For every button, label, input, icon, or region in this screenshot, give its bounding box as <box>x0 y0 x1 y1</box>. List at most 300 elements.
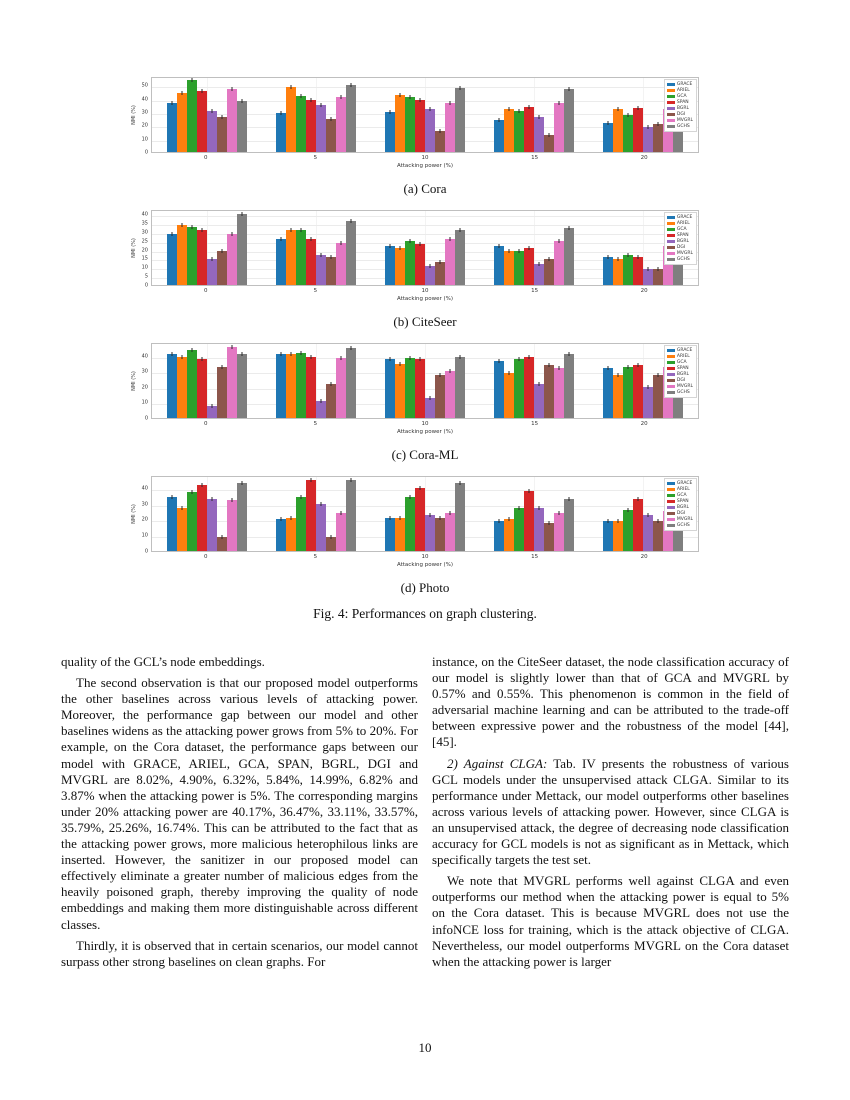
legend-swatch-bgrl <box>667 107 675 110</box>
legend-swatch-span <box>667 101 675 104</box>
bar-span-20 <box>633 499 643 551</box>
bar-gchs-15 <box>564 499 574 551</box>
bar-ariel-5 <box>286 87 296 152</box>
bar-group-15 <box>480 78 589 152</box>
bar-gchs-15 <box>564 354 574 418</box>
bar-gchs-10 <box>455 357 465 418</box>
error-bar <box>519 249 520 253</box>
bar-gca-0 <box>187 492 197 551</box>
error-bar <box>618 373 619 377</box>
chart-legend <box>664 79 697 132</box>
bar-group-5 <box>261 344 370 418</box>
error-bar <box>231 498 232 502</box>
legend-swatch-gca <box>667 494 675 497</box>
error-bar <box>430 396 431 400</box>
bar-bgrl-15 <box>534 384 544 418</box>
x-tick-label: 20 <box>640 155 648 161</box>
bar-bgrl-10 <box>425 109 435 152</box>
bar-bgrl-0 <box>207 259 217 286</box>
chart-citeseer <box>129 207 721 307</box>
error-bar <box>638 497 639 501</box>
error-bar <box>549 133 550 137</box>
error-bar <box>628 253 629 257</box>
figure-panel-d <box>0 473 850 596</box>
error-bar <box>171 101 172 105</box>
legend-item-bgrl <box>667 372 693 377</box>
bar-dgi-10 <box>435 262 445 285</box>
plot-area <box>151 476 699 552</box>
error-bar <box>539 382 540 386</box>
bar-group-0 <box>152 78 261 152</box>
error-bar <box>231 232 232 236</box>
x-tick-label: 5 <box>313 288 318 294</box>
x-tick-label: 5 <box>313 554 318 560</box>
error-bar <box>390 357 391 361</box>
bar-ariel-15 <box>504 519 514 551</box>
legend-item-dgi <box>667 378 693 383</box>
error-bar <box>201 483 202 487</box>
bar-dgi-20 <box>653 375 663 418</box>
error-bar <box>539 506 540 510</box>
error-bar <box>350 478 351 482</box>
bar-ariel-15 <box>504 109 514 152</box>
error-bar <box>241 352 242 356</box>
bar-gca-5 <box>296 497 306 551</box>
y-tick-label: 20 <box>141 247 148 254</box>
error-bar <box>300 495 301 499</box>
legend-label-dgi: DGI <box>676 112 686 117</box>
error-bar <box>231 87 232 91</box>
error-bar <box>191 225 192 229</box>
y-tick-label: 10 <box>141 532 148 539</box>
bar-span-0 <box>197 91 207 152</box>
bar-gchs-5 <box>346 85 356 152</box>
legend-swatch-bgrl <box>667 506 675 509</box>
legend-swatch-ariel <box>667 222 675 225</box>
bar-bgrl-0 <box>207 499 217 551</box>
paragraph: Thirdly, it is observed that in certain scenarios, our model cannot surpass other strong baselines on clean graphs. For <box>61 937 418 969</box>
bar-bgrl-0 <box>207 111 217 152</box>
legend-label-gchs: GCHS <box>676 390 690 395</box>
error-bar <box>280 237 281 241</box>
y-tick-label: 40 <box>141 211 148 218</box>
bar-grace-5 <box>276 113 286 152</box>
error-bar <box>638 363 639 367</box>
legend-label-bgrl: BGRL <box>676 239 690 244</box>
bar-bgrl-20 <box>643 127 653 152</box>
bar-group-10 <box>370 78 479 152</box>
legend-swatch-grace <box>667 83 675 86</box>
legend-label-gca: GCA <box>676 94 687 99</box>
error-bar <box>638 106 639 110</box>
bar-dgi-0 <box>217 251 227 285</box>
subcaption-b: (b) CiteSeer <box>393 314 457 329</box>
bar-span-20 <box>633 365 643 418</box>
error-bar <box>450 237 451 241</box>
legend-label-grace: GRACE <box>676 82 693 87</box>
error-bar <box>300 228 301 232</box>
error-bar <box>340 241 341 245</box>
legend-item-ariel <box>667 487 693 492</box>
bar-dgi-10 <box>435 131 445 152</box>
error-bar <box>410 356 411 360</box>
bar-mvgrl-5 <box>336 243 346 285</box>
error-bar <box>340 356 341 360</box>
legend-item-mvgrl <box>667 517 693 522</box>
bar-group-5 <box>261 211 370 285</box>
error-bar <box>539 115 540 119</box>
error-bar <box>280 517 281 521</box>
error-bar <box>430 107 431 111</box>
bar-grace-5 <box>276 354 286 418</box>
bar-bgrl-5 <box>316 401 326 418</box>
error-bar <box>569 352 570 356</box>
bar-gca-10 <box>405 241 415 285</box>
legend-label-ariel: ARIEL <box>676 221 690 226</box>
error-bar <box>559 366 560 370</box>
error-bar <box>509 249 510 253</box>
bar-grace-5 <box>276 239 286 285</box>
bar-gchs-0 <box>237 483 247 551</box>
legend-label-mvgrl: MVGRL <box>676 517 693 522</box>
y-tick-label: 30 <box>141 229 148 236</box>
error-bar <box>529 246 530 250</box>
error-bar <box>330 382 331 386</box>
bar-grace-10 <box>385 518 395 551</box>
bar-bgrl-10 <box>425 266 435 285</box>
legend-label-bgrl: BGRL <box>676 106 690 111</box>
legend-label-ariel: ARIEL <box>676 354 690 359</box>
bar-mvgrl-5 <box>336 513 346 551</box>
y-tick-label: 20 <box>141 122 148 129</box>
error-bar <box>181 506 182 510</box>
legend-item-gchs <box>667 124 693 129</box>
error-bar <box>648 513 649 517</box>
bar-span-0 <box>197 359 207 418</box>
x-tick-label: 15 <box>531 421 539 427</box>
error-bar <box>330 535 331 539</box>
error-bar <box>410 495 411 499</box>
legend-item-mvgrl <box>667 251 693 256</box>
bar-group-15 <box>480 344 589 418</box>
error-bar <box>211 109 212 113</box>
bar-bgrl-0 <box>207 406 217 418</box>
bar-span-20 <box>633 257 643 285</box>
legend-swatch-grace <box>667 216 675 219</box>
bar-dgi-0 <box>217 537 227 551</box>
error-bar <box>320 253 321 257</box>
bar-span-15 <box>524 491 534 551</box>
error-bar <box>241 481 242 485</box>
y-tick-label: 10 <box>141 399 148 406</box>
chart-photo <box>129 473 721 573</box>
error-bar <box>549 521 550 525</box>
bar-gca-20 <box>623 255 633 285</box>
legend-item-dgi <box>667 511 693 516</box>
x-tick-row <box>151 155 699 161</box>
error-bar <box>201 228 202 232</box>
bar-gca-20 <box>623 115 633 152</box>
error-bar <box>658 373 659 377</box>
bar-dgi-15 <box>544 135 554 152</box>
legend-item-grace <box>667 215 693 220</box>
bar-grace-0 <box>167 497 177 551</box>
bar-mvgrl-5 <box>336 97 346 152</box>
bar-grace-0 <box>167 354 177 418</box>
bar-gchs-10 <box>455 230 465 285</box>
y-axis-label: NMI (%) <box>131 105 137 125</box>
bar-ariel-10 <box>395 248 405 285</box>
error-bar <box>608 519 609 523</box>
x-axis-label: Attacking power (%) <box>396 296 454 302</box>
bar-grace-15 <box>494 120 504 152</box>
x-tick-label: 15 <box>531 155 539 161</box>
bar-ariel-20 <box>613 259 623 286</box>
error-bar <box>638 255 639 259</box>
bar-grace-10 <box>385 112 395 152</box>
legend-item-bgrl <box>667 505 693 510</box>
legend-item-dgi <box>667 245 693 250</box>
legend-swatch-mvgrl <box>667 385 675 388</box>
bar-bgrl-5 <box>316 504 326 552</box>
bar-group-0 <box>152 344 261 418</box>
plot-area <box>151 343 699 419</box>
error-bar <box>340 511 341 515</box>
bar-gca-15 <box>514 508 524 551</box>
error-bar <box>460 228 461 232</box>
error-bar <box>658 519 659 523</box>
bar-gca-15 <box>514 111 524 152</box>
legend-item-ariel <box>667 88 693 93</box>
bar-ariel-20 <box>613 375 623 418</box>
y-tick-label: 0 <box>144 149 148 156</box>
legend-item-gchs <box>667 390 693 395</box>
bar-span-5 <box>306 480 316 551</box>
legend-label-dgi: DGI <box>676 378 686 383</box>
legend-swatch-mvgrl <box>667 119 675 122</box>
chart-cora-ml <box>129 340 721 440</box>
error-bar <box>310 478 311 482</box>
bar-groups <box>152 477 698 551</box>
plot-area <box>151 77 699 153</box>
error-bar <box>658 122 659 126</box>
error-bar <box>628 113 629 117</box>
y-tick-label: 0 <box>144 415 148 422</box>
error-bar <box>201 357 202 361</box>
error-bar <box>450 101 451 105</box>
error-bar <box>519 109 520 113</box>
bar-dgi-10 <box>435 518 445 551</box>
error-bar <box>390 516 391 520</box>
paragraph: The second observation is that our proposed model outperforms the other baselines across various levels of attacking power. Moreover, the performance gap between our model and other baselines widens as the attacking power grows from 5% to 20%. For example, on the Cora dataset, the performance gaps between our model with GRACE, ARIEL, GCA, SPAN, BGRL, DGI and MVGRL are 8.02%, 4.90%, 6.32%, 5.84%, 14.99%, 6.82% and 3.87% when the attacking power is 5%. The corresponding margins under 20% attacking power are 40.17%, 36.47%, 33.11%, 33.57%, 35.79%, 25.26%, 16.74%. This can be attributed to the fact that as the attacking power grows, more malicious heterophilous links are inserted. However, the sanitizer in our proposed model can effectively eliminate a greater number of malicious edges from the heavily poisoned graph, thereby improving the quality of node embeddings and making them more distinguishable across different classes. <box>61 675 418 932</box>
x-tick-row <box>151 421 699 427</box>
legend-swatch-gca <box>667 95 675 98</box>
body-text <box>0 654 850 975</box>
legend-item-span <box>667 100 693 105</box>
bar-group-15 <box>480 211 589 285</box>
error-bar <box>340 95 341 99</box>
legend-swatch-mvgrl <box>667 252 675 255</box>
bar-gca-20 <box>623 367 633 418</box>
legend-item-span <box>667 366 693 371</box>
bar-grace-20 <box>603 257 613 285</box>
legend-swatch-mvgrl <box>667 518 675 521</box>
bar-gca-10 <box>405 497 415 551</box>
error-bar <box>211 497 212 501</box>
legend-item-ariel <box>667 221 693 226</box>
bar-gchs-10 <box>455 88 465 152</box>
bar-bgrl-15 <box>534 508 544 551</box>
error-bar <box>450 369 451 373</box>
bar-span-10 <box>415 359 425 418</box>
legend-label-span: SPAN <box>676 100 689 105</box>
error-bar <box>191 490 192 494</box>
y-tick-label: 30 <box>141 368 148 375</box>
legend-swatch-dgi <box>667 512 675 515</box>
bar-span-0 <box>197 485 207 552</box>
legend-label-grace: GRACE <box>676 481 693 486</box>
x-tick-label: 0 <box>204 288 208 294</box>
x-tick-label: 10 <box>421 421 429 427</box>
error-bar <box>280 352 281 356</box>
error-bar <box>211 404 212 408</box>
legend-item-mvgrl <box>667 118 693 123</box>
figure-panel-a <box>0 74 850 197</box>
bar-gca-0 <box>187 80 197 152</box>
legend-label-gchs: GCHS <box>676 124 690 129</box>
legend-item-gca <box>667 227 693 232</box>
bar-gchs-5 <box>346 348 356 418</box>
error-bar <box>569 497 570 501</box>
bar-gchs-15 <box>564 228 574 285</box>
error-bar <box>648 267 649 271</box>
error-bar <box>280 111 281 115</box>
error-bar <box>290 85 291 89</box>
bar-mvgrl-10 <box>445 103 455 152</box>
bar-span-10 <box>415 100 425 152</box>
y-tick-label: 40 <box>141 485 148 492</box>
legend-swatch-gchs <box>667 391 675 394</box>
y-tick-label: 30 <box>141 109 148 116</box>
bar-dgi-0 <box>217 367 227 418</box>
bar-group-5 <box>261 477 370 551</box>
bar-mvgrl-15 <box>554 513 564 551</box>
legend-swatch-gchs <box>667 125 675 128</box>
figure-panel-b <box>0 207 850 330</box>
legend-item-span <box>667 233 693 238</box>
subcaption-d: (d) Photo <box>400 580 450 595</box>
legend-label-gchs: GCHS <box>676 523 690 528</box>
bar-mvgrl-15 <box>554 241 564 285</box>
bar-ariel-10 <box>395 518 405 551</box>
legend-label-span: SPAN <box>676 233 689 238</box>
error-bar <box>310 237 311 241</box>
error-bar <box>330 117 331 121</box>
subcaption-a: (a) Cora <box>403 181 447 196</box>
error-bar <box>420 486 421 490</box>
bar-grace-20 <box>603 521 613 551</box>
error-bar <box>300 94 301 98</box>
bar-mvgrl-10 <box>445 239 455 285</box>
y-tick-label: 30 <box>141 501 148 507</box>
bar-bgrl-10 <box>425 515 435 551</box>
bar-dgi-5 <box>326 119 336 152</box>
bar-gca-0 <box>187 227 197 285</box>
bar-ariel-0 <box>177 508 187 551</box>
x-tick-label: 5 <box>313 421 318 427</box>
error-bar <box>241 212 242 216</box>
error-bar <box>549 257 550 261</box>
bar-gca-15 <box>514 359 524 418</box>
legend-label-gchs: GCHS <box>676 257 690 262</box>
legend-item-grace <box>667 348 693 353</box>
error-bar <box>400 362 401 366</box>
error-bar <box>569 226 570 230</box>
x-tick-label: 20 <box>640 288 648 294</box>
bar-bgrl-15 <box>534 264 544 285</box>
error-bar <box>211 257 212 261</box>
y-tick-label: 25 <box>141 238 148 245</box>
bar-gca-20 <box>623 510 633 551</box>
error-bar <box>608 255 609 259</box>
legend-label-mvgrl: MVGRL <box>676 384 693 389</box>
bar-ariel-5 <box>286 518 296 551</box>
bar-grace-0 <box>167 234 177 285</box>
error-bar <box>191 348 192 352</box>
error-bar <box>648 125 649 129</box>
error-bar <box>350 346 351 350</box>
y-tick-label: 10 <box>141 264 148 271</box>
error-bar <box>460 481 461 485</box>
error-bar <box>350 83 351 87</box>
bar-grace-10 <box>385 359 395 418</box>
error-bar <box>330 255 331 259</box>
bar-groups <box>152 344 698 418</box>
y-tick-label: 40 <box>141 96 148 103</box>
error-bar <box>290 228 291 232</box>
legend-swatch-gca <box>667 228 675 231</box>
error-bar <box>519 357 520 361</box>
error-bar <box>450 511 451 515</box>
bar-grace-0 <box>167 103 177 152</box>
y-tick-label: 40 <box>141 353 148 360</box>
error-bar <box>628 508 629 512</box>
error-bar <box>320 502 321 506</box>
legend-swatch-bgrl <box>667 373 675 376</box>
legend-item-span <box>667 499 693 504</box>
error-bar <box>410 95 411 99</box>
bar-groups <box>152 211 698 285</box>
x-tick-label: 10 <box>421 288 429 294</box>
x-tick-row <box>151 288 699 294</box>
error-bar <box>241 99 242 103</box>
y-tick-label: 0 <box>144 282 148 289</box>
error-bar <box>658 267 659 271</box>
bar-span-15 <box>524 107 534 152</box>
paragraph: instance, on the CiteSeer dataset, the node classification accuracy of our model is slightly lower than that of GCA and MVGRL by 0.57% and 0.55%. This phenomenon is common in the field of adversarial machine learning and can be attributed to the trade-off between expressive power and the robustness of the model [44], [45]. <box>432 654 789 750</box>
bar-span-10 <box>415 488 425 551</box>
error-bar <box>499 244 500 248</box>
legend-item-grace <box>667 82 693 87</box>
error-bar <box>549 363 550 367</box>
error-bar <box>529 355 530 359</box>
error-bar <box>559 101 560 105</box>
bar-mvgrl-15 <box>554 368 564 418</box>
bar-gchs-0 <box>237 101 247 152</box>
bar-ariel-0 <box>177 93 187 152</box>
bar-gchs-0 <box>237 214 247 285</box>
bar-group-10 <box>370 211 479 285</box>
